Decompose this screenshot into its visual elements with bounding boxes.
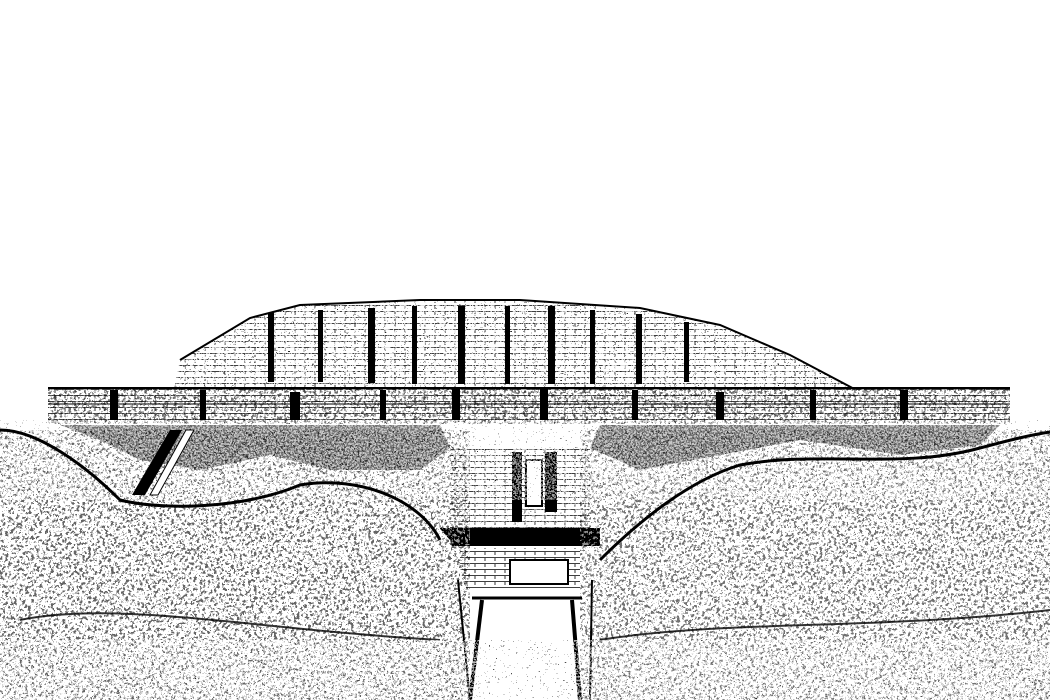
- ziggurat-lower-terrace: [48, 388, 1010, 424]
- foreground-grass: [0, 640, 1050, 700]
